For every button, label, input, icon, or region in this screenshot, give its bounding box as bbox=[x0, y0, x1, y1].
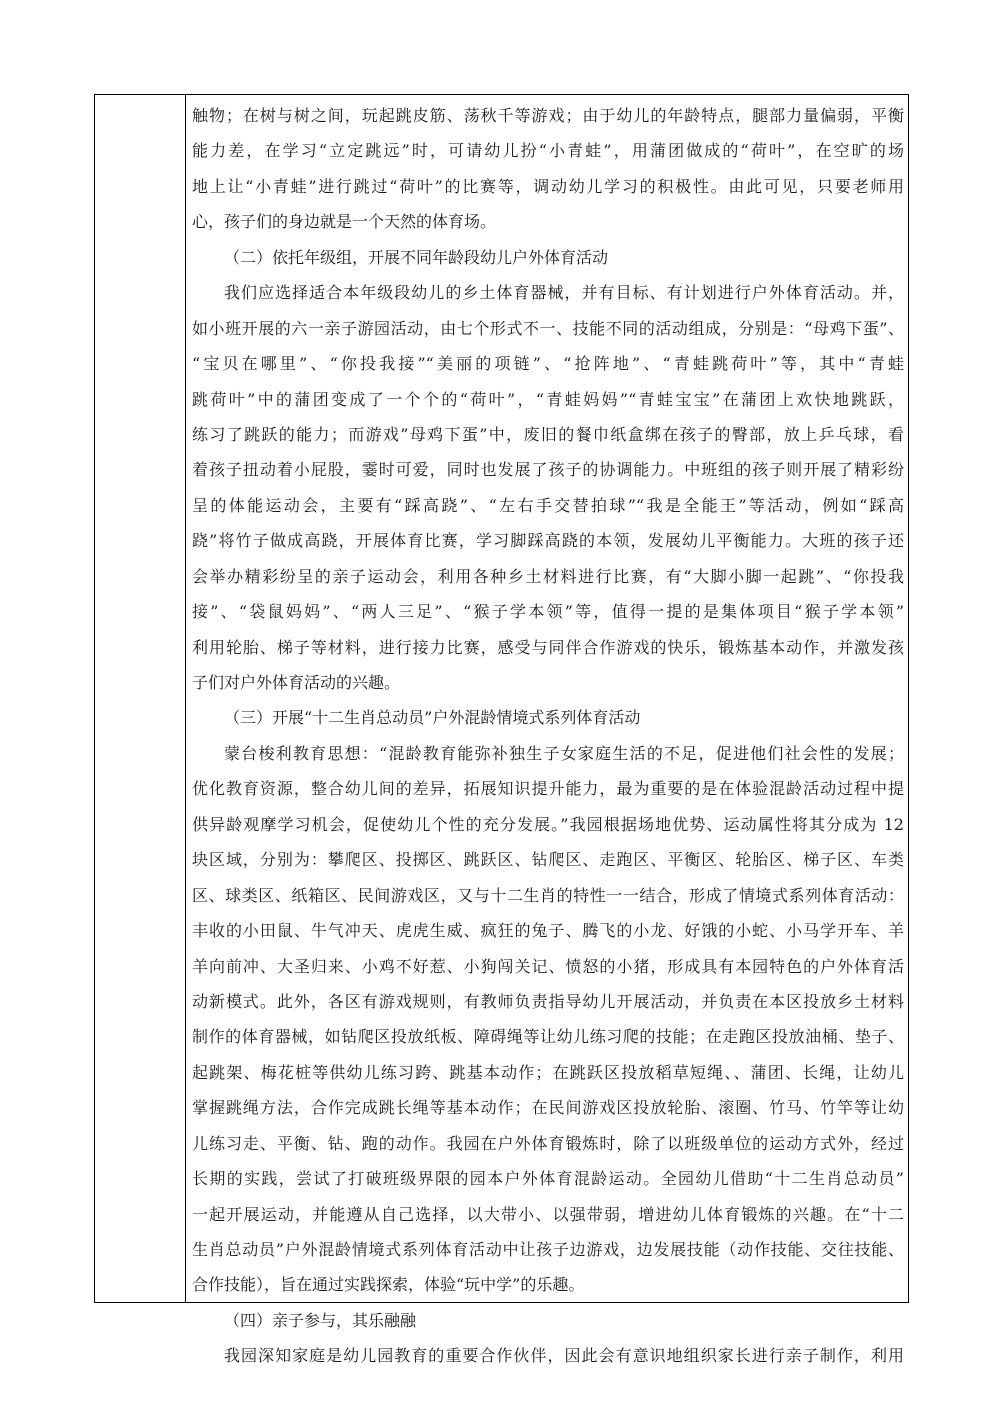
text-line: 我园深知家庭是幼儿园教育的重要合作伙伴，因此会有意识地组织家长进行亲子制作，利用 bbox=[224, 1346, 904, 1366]
text-line: 掌握跳绳方法，合作完成跳长绳等基本动作；在民间游戏区投放轮胎、滚圈、竹马、竹竿等让幼 bbox=[192, 1098, 904, 1118]
text-line: 丰收的小田鼠、牛气冲天、虎虎生威、疯狂的兔子、腾飞的小龙、好饿的小蛇、小马学开车、羊 bbox=[192, 921, 904, 941]
text-line: 生肖总动员”户外混龄情境式系列体育活动中让孩子边游戏，边发展技能（动作技能、交往技能、 bbox=[192, 1240, 904, 1259]
text-line: 呈的体能运动会，主要有“踩高跷”、“左右手交替拍球”“我是全能王”等活动，例如“踩高 bbox=[192, 495, 904, 515]
text-line: “宝贝在哪里”、“你投我接”“美丽的项链”、“抢阵地”、“青蛙跳荷叶”等，其中“青蛙 bbox=[192, 354, 904, 374]
text-line: 合作技能），旨在通过实践探索，体验“玩中学”的乐趣。 bbox=[192, 1275, 585, 1295]
text-line: 我们应选择适合本年级段幼儿的乡土体育器械，并有目标、有计划进行户外体育活动。并， bbox=[224, 283, 904, 303]
text-line: 触物；在树与树之间，玩起跳皮筋、荡秋千等游戏；由于幼儿的年龄特点，腿部力量偏弱，平衡 bbox=[192, 106, 904, 125]
text-line: （三）开展“十二生肖总动员”户外混龄情境式系列体育活动 bbox=[224, 708, 641, 728]
text-line: 制作的体育器械，如钻爬区投放纸板、障碍绳等让幼儿练习爬的技能；在走跑区投放油桶、垫子、 bbox=[192, 1027, 904, 1047]
text-line: 如小班开展的六一亲子游园活动，由七个形式不一、技能不同的活动组成，分别是：“母鸡下蛋”、 bbox=[192, 318, 904, 338]
text-line: 跳荷叶”中的蒲团变成了一个个的“荷叶”，“青蛙妈妈”“青蛙宝宝”在蒲团上欢快地跳跃， bbox=[192, 389, 904, 409]
content-cell bbox=[186, 95, 908, 1366]
text-line: 块区域，分别为：攀爬区、投掷区、跳跃区、钻爬区、走跑区、平衡区、轮胎区、梯子区、车类 bbox=[192, 850, 904, 870]
text-line: 一起开展运动，并能遵从自己选择，以大带小、以强带弱，增进幼儿体育锻炼的兴趣。在“十二 bbox=[192, 1204, 904, 1224]
text-line: 练习了跳跃的能力；而游戏”母鸡下蛋”中，废旧的餐巾纸盒绑在孩子的臀部，放上乒乓球，看 bbox=[192, 424, 904, 444]
text-line: 供异龄观摩学习机会，促使幼儿个性的充分发展。”我园根据场地优势、运动属性将其分成为 12 bbox=[192, 814, 904, 834]
text-line: 优化教育资源，整合幼儿间的差异，拓展知识提升能力，最为重要的是在体验混龄活动过程中提 bbox=[192, 779, 904, 799]
text-line: 能力差，在学习“立定跳远”时，可请幼儿扮“小青蛙”，用蒲团做成的“荷叶”，在空旷的场 bbox=[192, 141, 904, 161]
text-line: 羊向前冲、大圣归来、小鸡不好惹、小狗闯关记、愤怒的小猪，形成具有本园特色的户外体育活 bbox=[192, 956, 904, 976]
text-line: 会举办精彩纷呈的亲子运动会，利用各种乡土材料进行比赛，有“大脚小脚一起跳”、“你投我 bbox=[192, 566, 904, 586]
text-line: 区、球类区、纸箱区、民间游戏区，又与十二生肖的特性一一结合，形成了情境式系列体育活动： bbox=[192, 885, 904, 905]
text-line: 动新模式。此外，各区有游戏规则，有教师负责指导幼儿开展活动，并负责在本区投放乡土材料 bbox=[192, 991, 904, 1011]
text-line: 长期的实践，尝试了打破班级界限的园本户外体育混龄运动。全园幼儿借助“十二生肖总动员” bbox=[192, 1169, 904, 1189]
text-line: 着孩子扭动着小屁股，霎时可爱，同时也发展了孩子的协调能力。中班组的孩子则开展了精彩纷 bbox=[192, 460, 904, 480]
text-line: 蒙台梭利教育思想：“混龄教育能弥补独生子女家庭生活的不足，促进他们社会性的发展； bbox=[224, 743, 904, 763]
text-line: 地上让“小青蛙”进行跳过“荷叶”的比赛等，调动幼儿学习的积极性。由此可见，只要老师用 bbox=[192, 176, 904, 196]
text-line: 心，孩子们的身边就是一个天然的体育场。 bbox=[192, 212, 497, 232]
text-line: 儿练习走、平衡、钻、跑的动作。我园在户外体育锻炼时，除了以班级单位的运动方式外，经过 bbox=[192, 1133, 904, 1153]
left-label-cell bbox=[95, 95, 186, 1302]
text-line: 子们对户外体育活动的兴趣。 bbox=[192, 673, 401, 692]
text-line: 跷”将竹子做成高跷，开展体育比赛，学习脚踩高跷的本领，发展幼儿平衡能力。大班的孩子还 bbox=[192, 531, 904, 551]
text-line: 接”、“袋鼠妈妈”、“两人三足”、“猴子学本领”等，值得一提的是集体项目“猴子学本领” bbox=[192, 602, 904, 622]
text-line: 利用轮胎、梯子等材料，进行接力比赛，感受与同伴合作游戏的快乐，锻炼基本动作，并激发孩 bbox=[192, 637, 904, 657]
text-line: 起跳架、梅花桩等供幼儿练习跨、跳基本动作；在跳跃区投放稻草短绳、、蒲团、长绳，让幼儿 bbox=[192, 1062, 904, 1082]
text-line: （二）依托年级组，开展不同年龄段幼儿户外体育活动 bbox=[224, 247, 609, 267]
document-table bbox=[94, 94, 909, 1366]
text-line: （四）亲子参与，其乐融融 bbox=[224, 1310, 417, 1330]
